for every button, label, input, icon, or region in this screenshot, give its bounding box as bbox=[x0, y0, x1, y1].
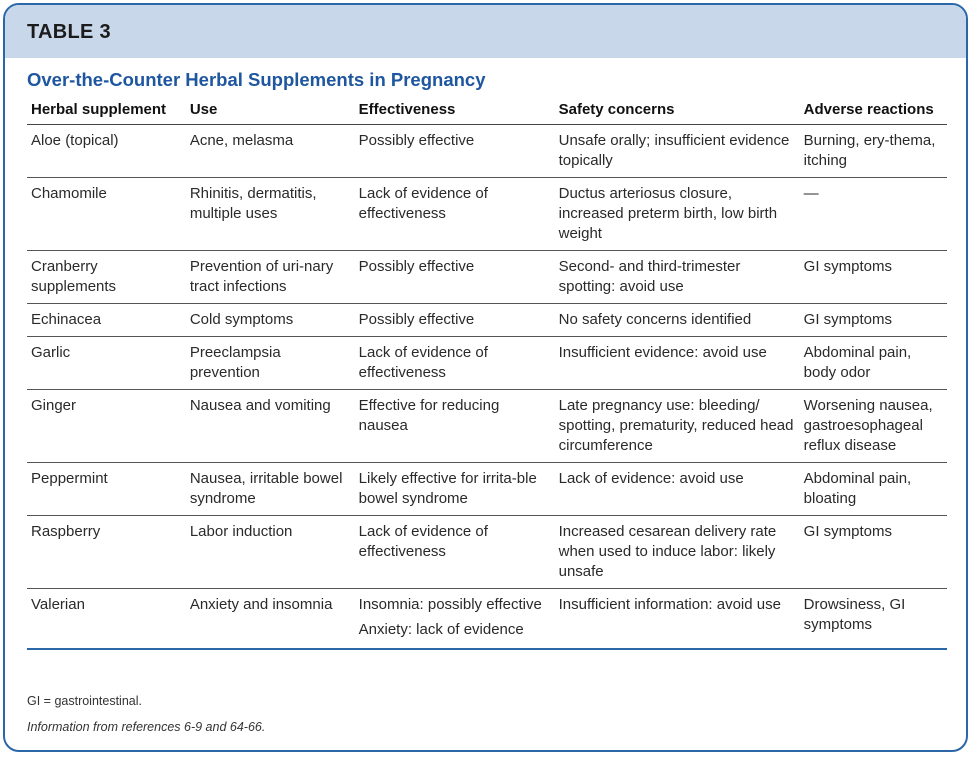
effectiveness-anxiety: Anxiety: lack of evidence bbox=[358, 621, 524, 638]
cell-effectiveness: Lack of evidence of effectiveness bbox=[355, 516, 555, 589]
column-header-use: Use bbox=[186, 93, 355, 125]
table-frame bbox=[3, 3, 968, 752]
cell-effectiveness: Likely effective for irrita-ble bowel syndrome bbox=[355, 463, 555, 516]
table-row bbox=[27, 516, 947, 589]
cell-safety: Ductus arteriosus closure, increased preterm birth, low birth weight bbox=[555, 178, 800, 251]
cell-adverse: Abdominal pain, body odor bbox=[800, 337, 947, 390]
cell-supplement: Valerian bbox=[27, 589, 186, 650]
cell-effectiveness: Lack of evidence of effectiveness bbox=[355, 178, 555, 251]
column-header-supplement: Herbal supplement bbox=[27, 93, 186, 125]
table-row bbox=[27, 304, 947, 337]
supplements-table bbox=[27, 93, 947, 650]
column-header-effectiveness: Effectiveness bbox=[355, 93, 555, 125]
table-row bbox=[27, 178, 947, 251]
cell-safety: No safety concerns identified bbox=[555, 304, 800, 337]
cell-supplement: Aloe (topical) bbox=[27, 125, 186, 178]
cell-effectiveness: Effective for reducing nausea bbox=[355, 390, 555, 463]
table-row bbox=[27, 390, 947, 463]
cell-adverse: GI symptoms bbox=[800, 251, 947, 304]
cell-effectiveness: Possibly effective bbox=[355, 251, 555, 304]
cell-safety: Lack of evidence: avoid use bbox=[555, 463, 800, 516]
cell-use: Nausea and vomiting bbox=[186, 390, 355, 463]
cell-use: Nausea, irritable bowel syndrome bbox=[186, 463, 355, 516]
cell-use: Preeclampsia prevention bbox=[186, 337, 355, 390]
cell-use: Labor induction bbox=[186, 516, 355, 589]
table-row bbox=[27, 125, 947, 178]
cell-use: Acne, melasma bbox=[186, 125, 355, 178]
cell-adverse: Drowsiness, GI symptoms bbox=[800, 589, 947, 650]
cell-effectiveness: Possibly effective bbox=[355, 125, 555, 178]
cell-adverse: GI symptoms bbox=[800, 304, 947, 337]
table-label: TABLE 3 bbox=[27, 21, 111, 43]
cell-use: Cold symptoms bbox=[186, 304, 355, 337]
cell-supplement: Echinacea bbox=[27, 304, 186, 337]
cell-effectiveness: Possibly effective bbox=[355, 304, 555, 337]
cell-safety: Increased cesarean delivery rate when used to induce labor: likely unsafe bbox=[555, 516, 800, 589]
column-header-adverse: Adverse reactions bbox=[800, 93, 947, 125]
cell-supplement: Cranberry supplements bbox=[27, 251, 186, 304]
footnote: GI = gastrointestinal. bbox=[27, 694, 142, 708]
effectiveness-insomnia: Insomnia: possibly effective bbox=[358, 596, 542, 613]
cell-safety: Insufficient evidence: avoid use bbox=[555, 337, 800, 390]
cell-safety: Insufficient information: avoid use bbox=[555, 589, 800, 650]
cell-effectiveness: Lack of evidence of effectiveness bbox=[355, 337, 555, 390]
table-row bbox=[27, 589, 947, 650]
table-header-row bbox=[27, 93, 947, 125]
cell-safety: Late pregnancy use: bleeding/ spotting, prematurity, reduced head circumference bbox=[555, 390, 800, 463]
cell-use: Prevention of uri-nary tract infections bbox=[186, 251, 355, 304]
cell-adverse: — bbox=[800, 178, 947, 251]
cell-adverse: Abdominal pain, bloating bbox=[800, 463, 947, 516]
column-header-safety: Safety concerns bbox=[555, 93, 800, 125]
cell-adverse: Burning, ery-thema, itching bbox=[800, 125, 947, 178]
cell-supplement: Ginger bbox=[27, 390, 186, 463]
cell-supplement: Chamomile bbox=[27, 178, 186, 251]
table-row bbox=[27, 337, 947, 390]
cell-adverse: Worsening nausea, gastroesophageal reflux disease bbox=[800, 390, 947, 463]
table-row bbox=[27, 251, 947, 304]
cell-use: Anxiety and insomnia bbox=[186, 589, 355, 650]
cell-supplement: Peppermint bbox=[27, 463, 186, 516]
source-note: Information from references 6-9 and 64-66. bbox=[27, 720, 266, 734]
table-header-band bbox=[5, 5, 966, 58]
cell-use: Rhinitis, dermatitis, multiple uses bbox=[186, 178, 355, 251]
cell-effectiveness bbox=[355, 589, 555, 650]
cell-safety: Second- and third-trimester spotting: avoid use bbox=[555, 251, 800, 304]
table-title: Over-the-Counter Herbal Supplements in Pregnancy bbox=[27, 69, 486, 90]
cell-adverse: GI symptoms bbox=[800, 516, 947, 589]
table-row bbox=[27, 463, 947, 516]
cell-safety: Unsafe orally; insufficient evidence topically bbox=[555, 125, 800, 178]
cell-supplement: Raspberry bbox=[27, 516, 186, 589]
cell-supplement: Garlic bbox=[27, 337, 186, 390]
